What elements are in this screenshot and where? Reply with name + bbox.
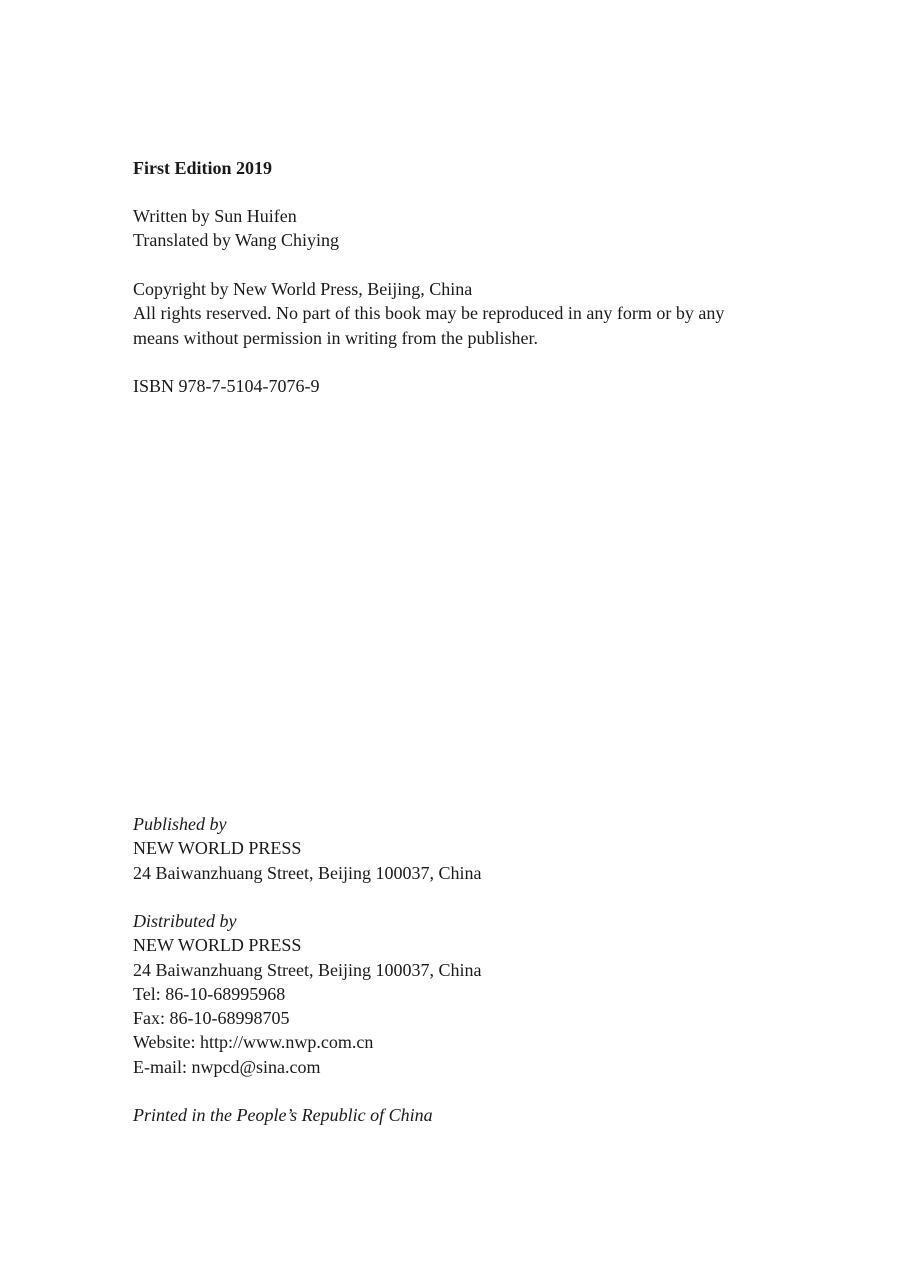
publisher-heading: Published by bbox=[133, 814, 227, 834]
author-line: Written by Sun Huifen bbox=[133, 206, 297, 226]
rights-line-2: means without permission in writing from the publisher. bbox=[133, 327, 538, 348]
distributor-block bbox=[133, 909, 773, 1079]
isbn-line: ISBN 978-7-5104-7076-9 bbox=[133, 376, 320, 396]
distributor-email: E-mail: nwpcd@sina.com bbox=[133, 1056, 321, 1077]
distributor-fax: Fax: 86-10-68998705 bbox=[133, 1008, 290, 1029]
printed-in-line: Printed in the People’s Republic of China bbox=[133, 1105, 433, 1125]
edition-line: First Edition 2019 bbox=[133, 158, 273, 178]
printed-block bbox=[133, 1103, 773, 1127]
distributor-tel: Tel: 86-10-68995968 bbox=[133, 983, 286, 1004]
publisher-name: NEW WORLD PRESS bbox=[133, 838, 302, 859]
copyright-block bbox=[133, 277, 773, 350]
edition-block bbox=[133, 156, 773, 180]
translator-line: Translated by Wang Chiying bbox=[133, 230, 340, 251]
rights-line-1: All rights reserved. No part of this book may be reproduced in any form or by any bbox=[133, 303, 725, 324]
copyright-holder-line: Copyright by New World Press, Beijing, China bbox=[133, 279, 473, 299]
isbn-block bbox=[133, 374, 773, 398]
publisher-address: 24 Baiwanzhuang Street, Beijing 100037, China bbox=[133, 862, 482, 883]
credits-block bbox=[133, 204, 773, 253]
distributor-address: 24 Baiwanzhuang Street, Beijing 100037, China bbox=[133, 959, 482, 980]
distributor-name: NEW WORLD PRESS bbox=[133, 935, 302, 956]
publisher-block bbox=[133, 812, 773, 885]
distributor-heading: Distributed by bbox=[133, 911, 237, 931]
distributor-website: Website: http://www.nwp.com.cn bbox=[133, 1032, 374, 1053]
